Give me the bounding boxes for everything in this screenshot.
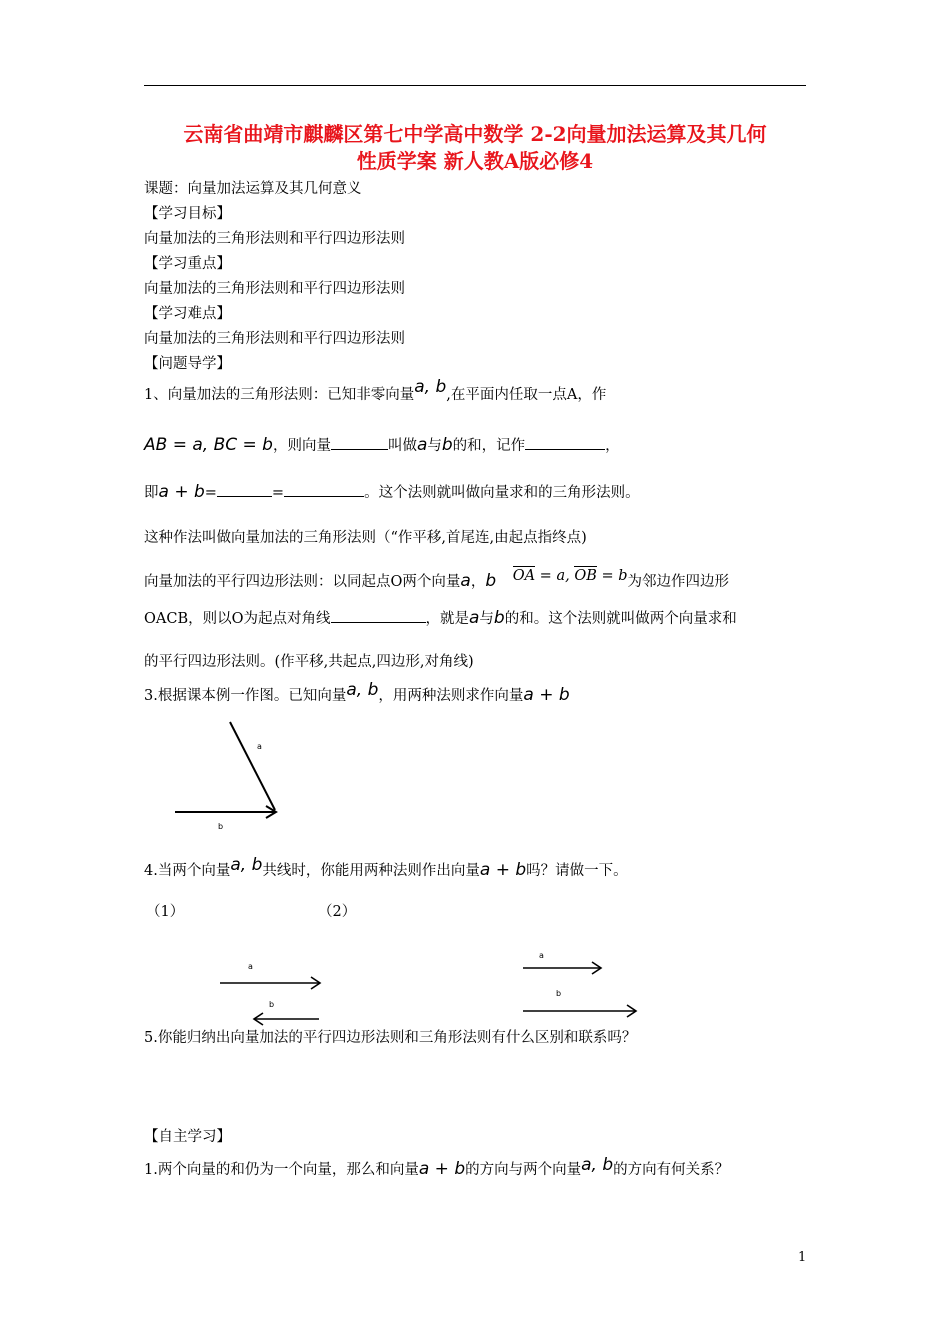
q4-lead: 4.当两个向量: [144, 863, 231, 879]
q3-label-a: a: [257, 742, 262, 751]
difficulty-heading: 【学习难点】: [144, 306, 231, 322]
q1-eqs2: =: [271, 485, 285, 501]
q4-case1: （1）: [146, 904, 185, 920]
q3-line: [144, 680, 570, 705]
q1-eqs: =: [204, 485, 217, 501]
q1-ab: a, b: [414, 377, 447, 397]
q4-ab: a, b: [230, 855, 263, 875]
header-rule: [144, 85, 806, 86]
q3-vector-figure: [170, 718, 290, 828]
q4-line: [144, 855, 628, 880]
document-title-line2: 性质学案 新人教A版必修4: [356, 149, 594, 173]
q2-lead: 向量加法的平行四边形法则：以同起点O两个向量: [144, 574, 461, 590]
q1-line3: [144, 481, 640, 502]
q1-tail: ,在平面内任取一点A，作: [446, 387, 607, 403]
q4-label-a2: a: [539, 951, 544, 960]
lesson-topic: 课题：向量加法运算及其几何意义: [144, 181, 362, 197]
focus-text: 向量加法的三角形法则和平行四边形法则: [144, 281, 405, 297]
q2-a: a: [460, 571, 471, 591]
q4-case2: （2）: [318, 904, 357, 920]
self-heading: 【自主学习】: [144, 1129, 231, 1145]
q1-yu: 与: [427, 438, 442, 454]
q3-sum: a + b: [523, 685, 570, 705]
q4-label-b2: b: [556, 989, 562, 998]
q4-mid: 共线时，你能用两种法则作出向量: [262, 863, 480, 879]
self-q1: [144, 1155, 730, 1179]
q4-case2-figure: [518, 962, 648, 1022]
guide-heading: 【问题导学】: [144, 356, 231, 372]
q2-blank: [331, 621, 426, 623]
self-q1-lead: 1.两个向量的和仍为一个向量，那么和向量: [144, 1162, 419, 1178]
q2-eq1: = a,: [535, 568, 575, 584]
self-q1-tail: 的方向有何关系？: [613, 1162, 730, 1178]
q2-vector-eq: [513, 568, 628, 584]
q1-eq-tail3: 的和，记作: [452, 438, 526, 454]
q1-a: a: [416, 435, 428, 455]
goal-heading: 【学习目标】: [144, 206, 231, 222]
q4-case1-figure: [215, 975, 335, 1025]
q1-comma: ，: [605, 438, 620, 454]
q2-oa: OA: [512, 568, 536, 584]
self-q1-sum: a + b: [418, 1159, 466, 1179]
q1-blank4: [284, 495, 364, 497]
q1-eq-tail2: 叫做: [387, 438, 417, 454]
q1-line1: [144, 377, 607, 404]
q2-line2a: OACB，则以O为起点对角线: [144, 611, 331, 627]
document-title-line1: 云南省曲靖市麒麟区第七中学高中数学 2-2向量加法运算及其几何: [183, 122, 767, 146]
q1-note: 这种作法叫做向量加法的三角形法则（“作平移,首尾连,由起点指终点): [144, 530, 587, 546]
q3-vector-a: [230, 722, 275, 810]
q3-lead: 3.根据课本例一作图。已知向量: [144, 688, 347, 704]
q1-eq: AB = a, BC = b: [144, 435, 273, 455]
q2-line1: [144, 570, 729, 591]
q2-b: b: [485, 571, 497, 591]
q1-ji: 即: [144, 485, 159, 501]
q1-lead: 1、向量加法的三角形法则：已知非零向量: [144, 387, 415, 403]
q1-blank3: [217, 495, 272, 497]
q2-a2: a: [469, 608, 480, 628]
q1-sum: a + b: [158, 482, 205, 502]
q4-sum: a + b: [479, 860, 527, 880]
difficulty-text: 向量加法的三角形法则和平行四边形法则: [144, 331, 405, 347]
q4-tail: 吗？请做一下。: [526, 863, 628, 879]
q1-eq-tail1: ，则向量: [272, 438, 331, 454]
q1-b: b: [441, 435, 453, 455]
q3-label-b: b: [218, 822, 224, 831]
q4-label-a1: a: [248, 962, 253, 971]
q2-tail: 为邻边作四边形: [627, 574, 730, 590]
q4-label-b1: b: [269, 1000, 275, 1009]
q3-mid: ，用两种法则求作向量: [378, 688, 524, 704]
q2-b2: b: [493, 608, 505, 628]
q2-comma: ，: [470, 574, 486, 590]
q1-blank1: [331, 448, 388, 450]
self-q1-mid: 的方向与两个向量: [465, 1162, 582, 1178]
q2-yu: 与: [479, 611, 494, 627]
q2-line2b: ，就是: [425, 611, 469, 627]
self-q1-ab: a, b: [581, 1155, 614, 1175]
q1-tail2: 。这个法则就叫做向量求和的三角形法则。: [364, 485, 640, 501]
q1-blank2: [525, 448, 605, 450]
q3-ab: a, b: [346, 680, 379, 700]
q2-line2c: 的和。这个法则就叫做两个向量求和: [504, 611, 737, 627]
page-number: 1: [798, 1250, 807, 1265]
q2-ob: OB: [574, 568, 597, 584]
focus-heading: 【学习重点】: [144, 256, 231, 272]
q5-text: 5.你能归纳出向量加法的平行四边形法则和三角形法则有什么区别和联系吗？: [144, 1030, 637, 1046]
q1-line2: [144, 434, 620, 455]
q2-eq2: = b: [596, 568, 628, 584]
goal-text: 向量加法的三角形法则和平行四边形法则: [144, 231, 405, 247]
q2-line3: 的平行四边形法则。(作平移,共起点,四边形,对角线): [144, 654, 474, 670]
q2-line2: [144, 607, 737, 628]
